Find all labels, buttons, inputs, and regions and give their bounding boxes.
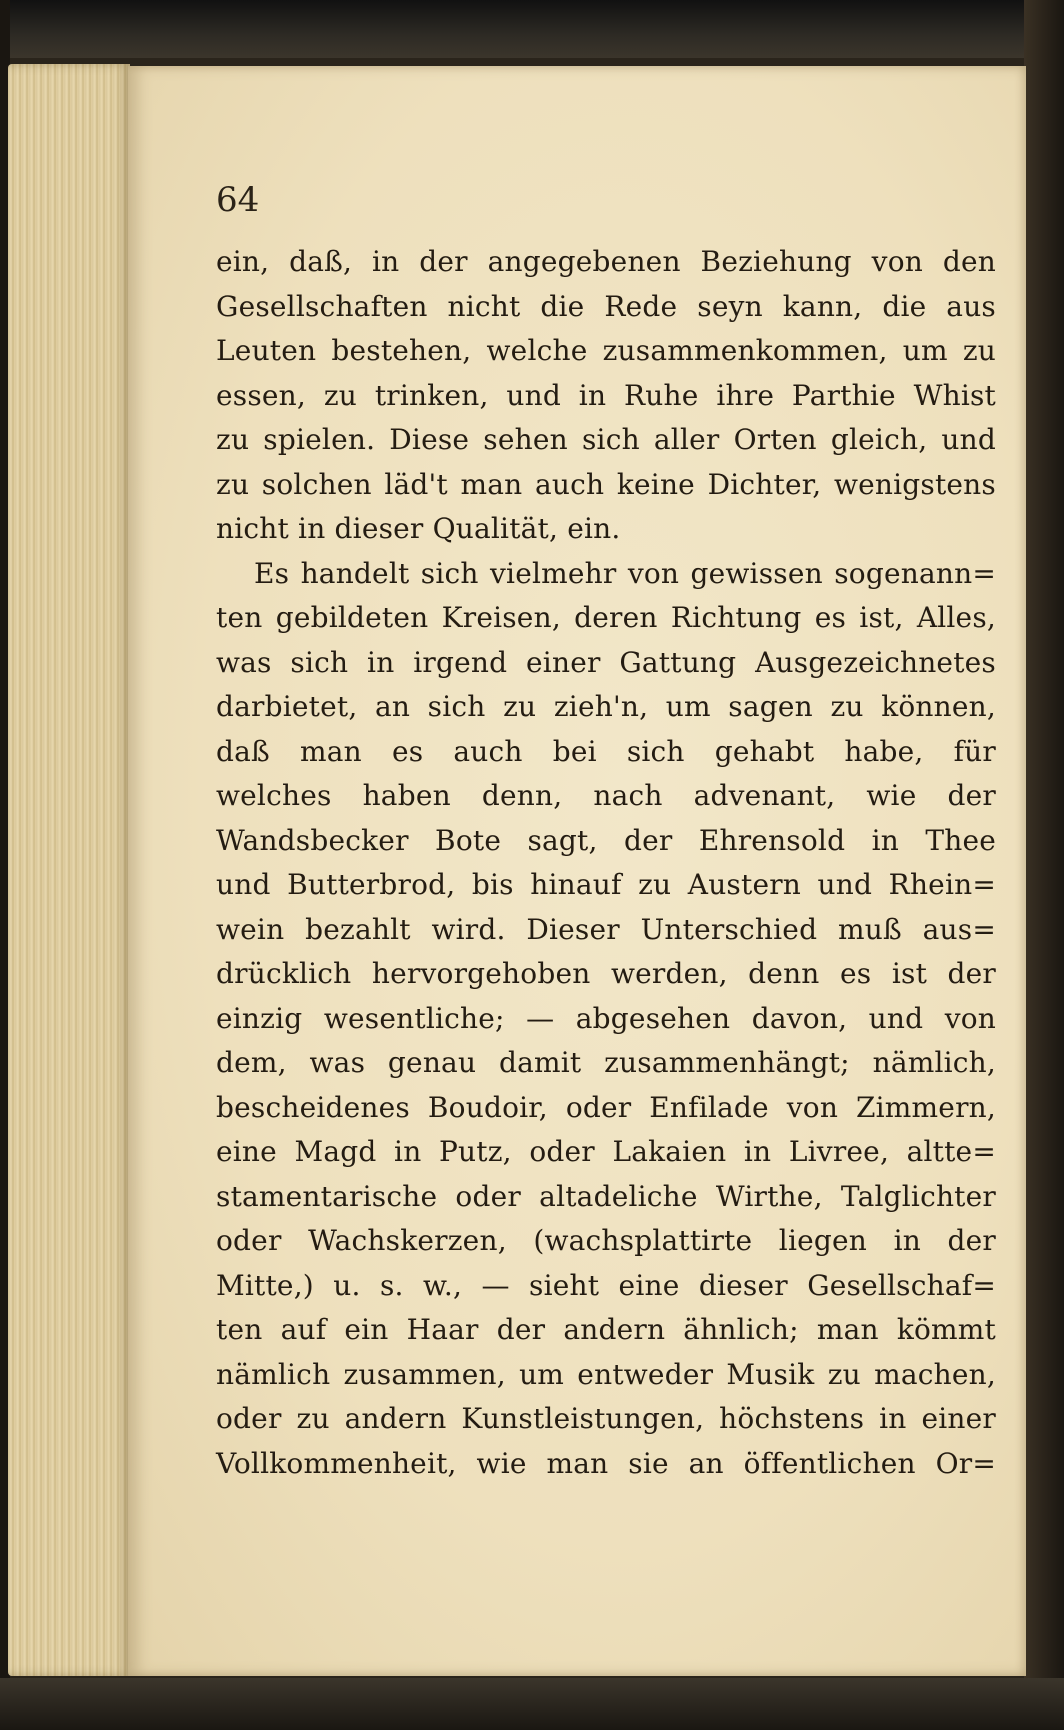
text-line: ten gebildeten Kreisen, deren Richtung es ist, Alles, bbox=[216, 601, 996, 634]
text-line: bescheidenes Boudoir, oder Enfilade von Zimmern, bbox=[216, 1090, 996, 1124]
text-line: darbietet, an sich zu zieh'n, um sagen zu können, bbox=[216, 690, 996, 723]
text-line: stamentarische oder altadeliche Wirthe, Talglichter bbox=[216, 1179, 996, 1213]
text-line: Mitte,) u. s. w., — sieht eine dieser Gesellschaf= bbox=[216, 1268, 996, 1302]
book-cover-right bbox=[1024, 0, 1064, 1730]
text-line: was sich in irgend einer Gattung Ausgezeichnetes bbox=[216, 645, 996, 679]
text-line: daß man es auch bei sich gehabt habe, für bbox=[216, 734, 996, 768]
text-line: wein bezahlt wird. Dieser Unterschied muß aus= bbox=[216, 912, 996, 946]
text-line: nicht in dieser Qualität, ein. bbox=[216, 512, 621, 545]
text-line: zu solchen läd't man auch keine Dichter, wenigstens bbox=[216, 467, 996, 501]
text-line: Leuten bestehen, welche zusammenkommen, um zu bbox=[216, 334, 996, 367]
text-line: essen, zu trinken, und in Ruhe ihre Parthie Whist bbox=[216, 378, 996, 412]
book-cover-bottom bbox=[0, 1678, 1064, 1730]
text-line: einzig wesentliche; — abgesehen davon, und von bbox=[216, 1001, 996, 1035]
text-line: Es handelt sich vielmehr von gewissen sogenann= bbox=[254, 556, 996, 590]
text-line: Vollkommenheit, wie man sie an öffentlichen Or= bbox=[216, 1446, 996, 1480]
page-number: 64 bbox=[216, 180, 260, 220]
text-line: dem, was genau damit zusammenhängt; nämlich, bbox=[216, 1046, 996, 1079]
text-line: oder zu andern Kunstleistungen, höchstens in einer bbox=[216, 1402, 996, 1435]
text-line: eine Magd in Putz, oder Lakaien in Livree, altte= bbox=[216, 1135, 996, 1168]
text-line: oder Wachskerzen, (wachsplattirte liegen in der bbox=[216, 1224, 996, 1257]
text-line: welches haben denn, nach advenant, wie der bbox=[216, 779, 996, 812]
text-line: Wandsbecker Bote sagt, der Ehrensold in Thee bbox=[216, 823, 996, 857]
body-text bbox=[216, 240, 996, 1486]
text-line: drücklich hervorgehoben werden, denn es ist der bbox=[216, 957, 996, 990]
text-line: zu spielen. Diese sehen sich aller Orten gleich, und bbox=[216, 423, 996, 456]
text-line: nämlich zusammen, um entweder Musik zu machen, bbox=[216, 1357, 996, 1391]
text-line: ein, daß, in der angegebenen Beziehung von den bbox=[216, 245, 996, 278]
page-edges bbox=[8, 64, 130, 1676]
text-line: und Butterbrod, bis hinauf zu Austern und Rhein= bbox=[216, 868, 996, 901]
book-cover-top bbox=[0, 0, 1064, 58]
text-line: ten auf ein Haar der andern ähnlich; man kömmt bbox=[216, 1313, 996, 1346]
text-line: Gesellschaften nicht die Rede seyn kann, die aus bbox=[216, 289, 996, 323]
